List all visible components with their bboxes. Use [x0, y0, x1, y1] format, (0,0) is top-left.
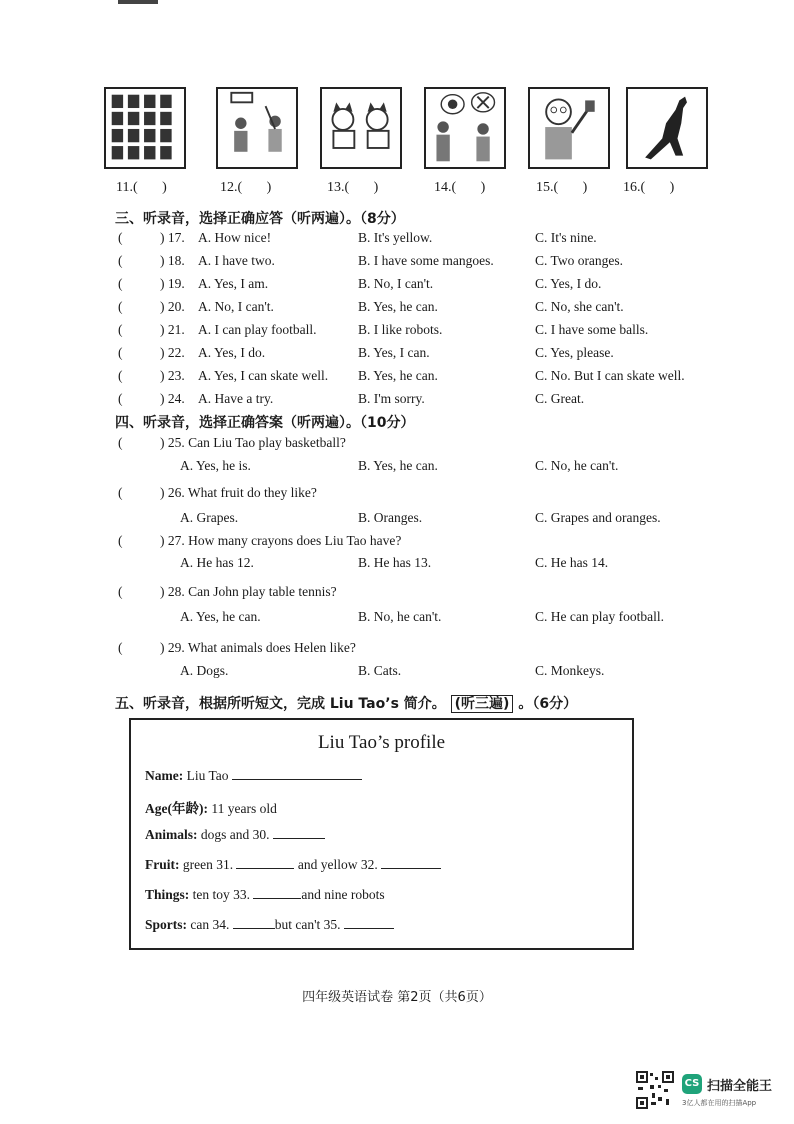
picture-13-answer[interactable] — [327, 180, 378, 196]
option-b[interactable]: B. Cats. — [358, 663, 402, 678]
answer-paren: ( — [118, 253, 123, 268]
option-a[interactable]: A. He has 12. — [180, 555, 254, 570]
question-stem: ) 28. Can John play table tennis? — [160, 584, 337, 599]
answer-blank: ( ) — [132, 180, 167, 195]
question-stem: ) 29. What animals does Helen like? — [160, 640, 356, 655]
picture-12-basketball — [216, 87, 298, 169]
question-number: ) 19. — [160, 276, 185, 291]
option-b: B. Yes, he can. — [358, 299, 438, 314]
section-4-title: 四、听录音，选择正确答案（听两遍）。（10分） — [115, 415, 415, 431]
option-c[interactable]: C. He has 14. — [535, 555, 609, 570]
question-stem: ) 25. Can Liu Tao play basketball? — [160, 435, 346, 450]
answer-paren: ( — [118, 322, 123, 337]
option-a[interactable]: A. Dogs. — [180, 663, 229, 678]
option-b[interactable]: B. No, he can't. — [358, 609, 442, 624]
answer-paren: ( — [118, 299, 123, 314]
fruit-text-1: green 31. — [179, 857, 234, 872]
profile-things-line — [145, 886, 385, 903]
blank-31[interactable] — [236, 856, 294, 869]
picture-14-fruit-thought — [424, 87, 506, 169]
qr-code-icon — [636, 1071, 674, 1109]
option-c: C. Two oranges. — [535, 253, 624, 268]
option-c[interactable]: C. Monkeys. — [535, 663, 605, 678]
sports-text-1: can 34. — [187, 917, 230, 932]
question-number: ) 21. — [160, 322, 185, 337]
age-label: Age(年龄): — [145, 801, 208, 816]
profile-sports-line — [145, 916, 394, 933]
answer-paren: ( — [118, 584, 123, 599]
animals-text: dogs and 30. — [197, 827, 270, 842]
option-c: C. Yes, please. — [535, 345, 614, 360]
picture-15-teacher — [528, 87, 610, 169]
option-b[interactable]: B. He has 13. — [358, 555, 432, 570]
profile-box — [129, 718, 634, 950]
question-number: ) 17. — [160, 230, 185, 245]
question-stem: ) 26. What fruit do they like? — [160, 485, 317, 500]
option-b: B. It's yellow. — [358, 230, 433, 245]
option-a: A. How nice! — [198, 230, 272, 245]
name-underline — [232, 767, 362, 780]
page-footer: 四年级英语试卷 第2页（共6页） — [302, 990, 492, 1005]
answer-blank: ( ) — [640, 180, 675, 195]
question-number: ) 22. — [160, 345, 185, 360]
picture-num: 15. — [536, 180, 554, 195]
picture-16-answer[interactable] — [623, 180, 674, 196]
option-c[interactable]: C. No, he can't. — [535, 458, 619, 473]
profile-fruit-line — [145, 856, 441, 873]
option-b: B. I have some mangoes. — [358, 253, 494, 268]
option-a[interactable]: A. Yes, he can. — [180, 609, 261, 624]
option-c: C. Great. — [535, 391, 585, 406]
answer-paren: ( — [118, 368, 123, 383]
section-5-score: 。（6分） — [518, 696, 578, 712]
profile-age-line — [145, 797, 277, 817]
answer-paren: ( — [118, 435, 123, 450]
picture-16-kangaroo — [626, 87, 708, 169]
listen-times-box: (听三遍) — [451, 695, 514, 713]
name-label: Name: — [145, 768, 184, 783]
qr-code — [636, 1071, 674, 1109]
picture-num: 13. — [327, 180, 345, 195]
option-b: B. Yes, he can. — [358, 368, 438, 383]
answer-paren: ( — [118, 640, 123, 655]
blank-30[interactable] — [273, 826, 325, 839]
option-a[interactable]: A. Yes, he is. — [180, 458, 251, 473]
option-b: B. No, I can't. — [358, 276, 434, 291]
fruit-text-2: and yellow 32. — [294, 857, 378, 872]
basketball-players-icon — [218, 89, 296, 167]
top-stray-mark — [118, 0, 158, 4]
fruit-thinking-icon — [426, 89, 504, 167]
option-c: C. I have some balls. — [535, 322, 649, 337]
scanner-app-name: 扫描全能王 — [707, 1079, 773, 1094]
things-text-2: and nine robots — [301, 887, 385, 902]
option-c[interactable]: C. Grapes and oranges. — [535, 510, 661, 525]
option-b: B. I'm sorry. — [358, 391, 425, 406]
answer-paren: ( — [118, 485, 123, 500]
fruit-label: Fruit: — [145, 857, 180, 872]
option-a: A. Yes, I can skate well. — [198, 368, 329, 383]
robot-grid-icon — [106, 89, 184, 167]
section-5-title-text: 五、听录音，根据所听短文，完成 Liu Tao’s 简介。 — [115, 696, 446, 712]
option-c[interactable]: C. He can play football. — [535, 609, 664, 624]
option-c: C. No. But I can skate well. — [535, 368, 685, 383]
answer-blank: ( ) — [451, 180, 486, 195]
things-text-1: ten toy 33. — [189, 887, 251, 902]
question-number: ) 23. — [160, 368, 185, 383]
answer-blank: ( ) — [237, 180, 272, 195]
option-a: A. I can play football. — [198, 322, 317, 337]
question-number: ) 20. — [160, 299, 185, 314]
answer-paren: ( — [118, 533, 123, 548]
option-b[interactable]: B. Yes, he can. — [358, 458, 438, 473]
picture-15-answer[interactable] — [536, 180, 587, 196]
scanner-logo-icon — [682, 1074, 702, 1094]
sports-label: Sports: — [145, 917, 188, 932]
option-c: C. It's nine. — [535, 230, 597, 245]
scanner-tagline: 3亿人都在用的扫描App — [682, 1099, 757, 1107]
picture-num: 12. — [220, 180, 238, 195]
answer-paren: ( — [118, 230, 123, 245]
answer-paren: ( — [118, 345, 123, 360]
answer-blank: ( ) — [344, 180, 379, 195]
blank-32[interactable] — [381, 856, 441, 869]
picture-11-robots — [104, 87, 186, 169]
name-value: Liu Tao — [183, 768, 229, 783]
blank-33[interactable] — [253, 886, 301, 899]
option-b: B. Yes, I can. — [358, 345, 430, 360]
answer-blank: ( ) — [553, 180, 588, 195]
option-a: A. Have a try. — [198, 391, 274, 406]
profile-animals-line — [145, 826, 325, 843]
picture-14-answer[interactable] — [434, 180, 485, 196]
option-a: A. Yes, I am. — [198, 276, 269, 291]
answer-paren: ( — [118, 276, 123, 291]
profile-heading: Liu Tao’s profile — [317, 732, 446, 753]
question-number: ) 24. — [160, 391, 185, 406]
kangaroo-icon — [628, 89, 706, 167]
option-c: C. No, she can't. — [535, 299, 624, 314]
picture-11-answer[interactable] — [116, 180, 167, 196]
cats-icon — [322, 89, 400, 167]
sports-text-2: but can't 35. — [274, 917, 341, 932]
animals-label: Animals: — [145, 827, 198, 842]
option-c: C. Yes, I do. — [535, 276, 602, 291]
option-b: B. I like robots. — [358, 322, 443, 337]
option-a[interactable]: A. Grapes. — [180, 510, 239, 525]
answer-paren: ( — [118, 391, 123, 406]
picture-num: 11. — [116, 180, 133, 195]
age-value: 11 years old — [207, 801, 277, 816]
teacher-icon — [530, 89, 608, 167]
blank-34[interactable] — [233, 916, 275, 929]
picture-num: 16. — [623, 180, 641, 195]
picture-13-cats — [320, 87, 402, 169]
option-a: A. I have two. — [198, 253, 275, 268]
section-5-title — [115, 693, 577, 713]
things-label: Things: — [145, 887, 190, 902]
option-b[interactable]: B. Oranges. — [358, 510, 423, 525]
option-a: A. No, I can't. — [198, 299, 274, 314]
profile-name-line — [145, 767, 362, 784]
blank-35[interactable] — [344, 916, 394, 929]
option-a: A. Yes, I do. — [198, 345, 266, 360]
section-3-title: 三、听录音，选择正确应答（听两遍）。（8分） — [115, 211, 405, 227]
picture-num: 14. — [434, 180, 452, 195]
scanner-logo-text: CS — [684, 1078, 700, 1089]
question-stem: ) 27. How many crayons does Liu Tao have? — [160, 533, 402, 548]
picture-12-answer[interactable] — [220, 180, 271, 196]
question-number: ) 18. — [160, 253, 185, 268]
